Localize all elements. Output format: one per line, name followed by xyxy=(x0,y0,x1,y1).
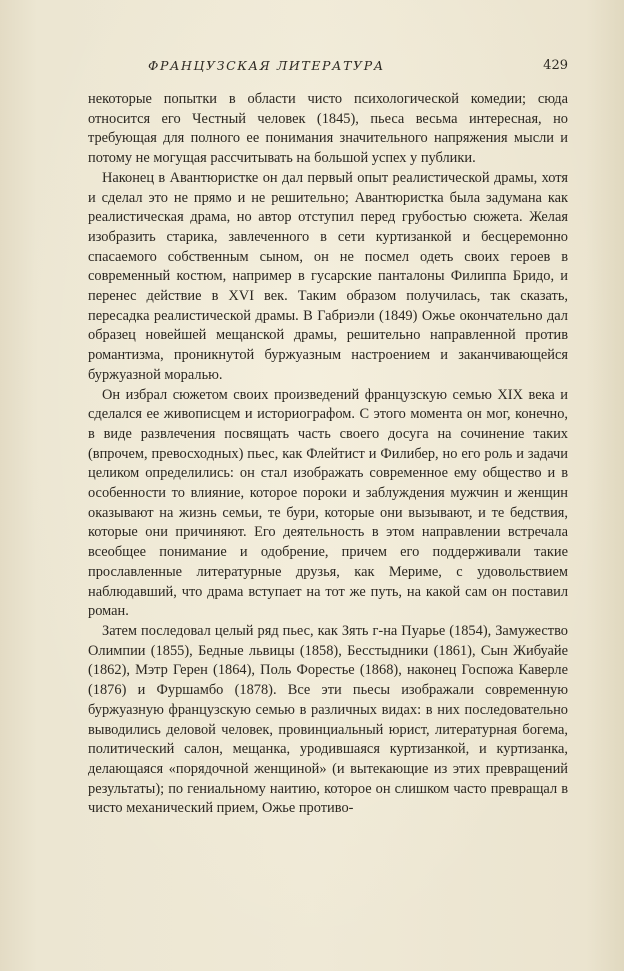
body-text xyxy=(88,90,568,819)
paragraph: Наконец в Авантюристке он дал первый опыт реалистической драмы, хотя и сделал это не прямо и не решительно; Авантюристка была задумана как реалистическая драма, но автор отступил перед грубостью сюжета. Желая изобразить старика, завлеченного в сети куртизанкой и бесцеремонно спасаемого собственным сыном, он не посмел одеть своих героев в современный костюм, например в гусарские панталоны Филиппа Бридо, и перенес действие в XVI век. Таким образом получилась, так сказать, пересадка реалистической драмы. В Габриэли (1849) Ожье окончательно дал образец новейшей мещанской драмы, решительно направленной против романтизма, проникнутой буржуазным настроением и заканчивающейся буржуазной моралью. xyxy=(88,169,568,383)
paragraph: Он избрал сюжетом своих произведений французскую семью XIX века и сделался ее живописцем и историографом. С этого момента он мог, конечно, в виде развлечения посвящать часть своего досуга на сочинение таких (впрочем, превосходных) пьес, как Флейтист и Филибер, но его роль и задачи целиком определились: он стал изображать современное ему общество и в особенности то влияние, которое пороки и заблуждения мужчин и женщин оказывают на жизнь семьи, те бури, которые они вызывают, и те бедствия, которые они причиняют. Его деятельность в этом направлении встречала всеобщее понимание и одобрение, причем его поддерживали такие прославленные литературные друзья, как Мериме, с удовольствием наблюдавший, что драма вступает на тот же путь, на какой сам он поставил роман. xyxy=(88,386,568,620)
paragraph: Затем последовал целый ряд пьес, как Зять г-на Пуарье (1854), Замужество Олимпии (1855), Бедные львицы (1858), Бесстыдники (1861), Сын Жибуайе (1862), Мэтр Герен (1864), Поль Форестье (1868), наконец Госпожа Каверле (1876) и Фуршамбо (1878). Все эти пьесы изображали современную буржуазную французскую семью в различных видах: в них последовательно выводились деловой человек, провинциальный юрист, литературная богема, политический салон, мещанка, уродившаяся куртизанкой, и куртизанка, делающаяся «порядочной женщиной» (и вытекающие из этих превращений результаты); по гениальному наитию, которое он слишком часто превращал в чисто механический прием, Ожье противо- xyxy=(88,622,568,817)
page-header xyxy=(88,58,568,78)
page-number: 429 xyxy=(543,58,568,73)
running-title: ФРАНЦУЗСКАЯ ЛИТЕРАТУРА xyxy=(148,58,385,73)
paragraph: некоторые попытки в области чисто психологической комедии; сюда относится его Честный человек (1845), пьеса весьма интересная, но требующая для полного ее понимания значительного напряжения мысли и потому не могущая рассчитывать на большой успех у публики. xyxy=(88,91,568,167)
